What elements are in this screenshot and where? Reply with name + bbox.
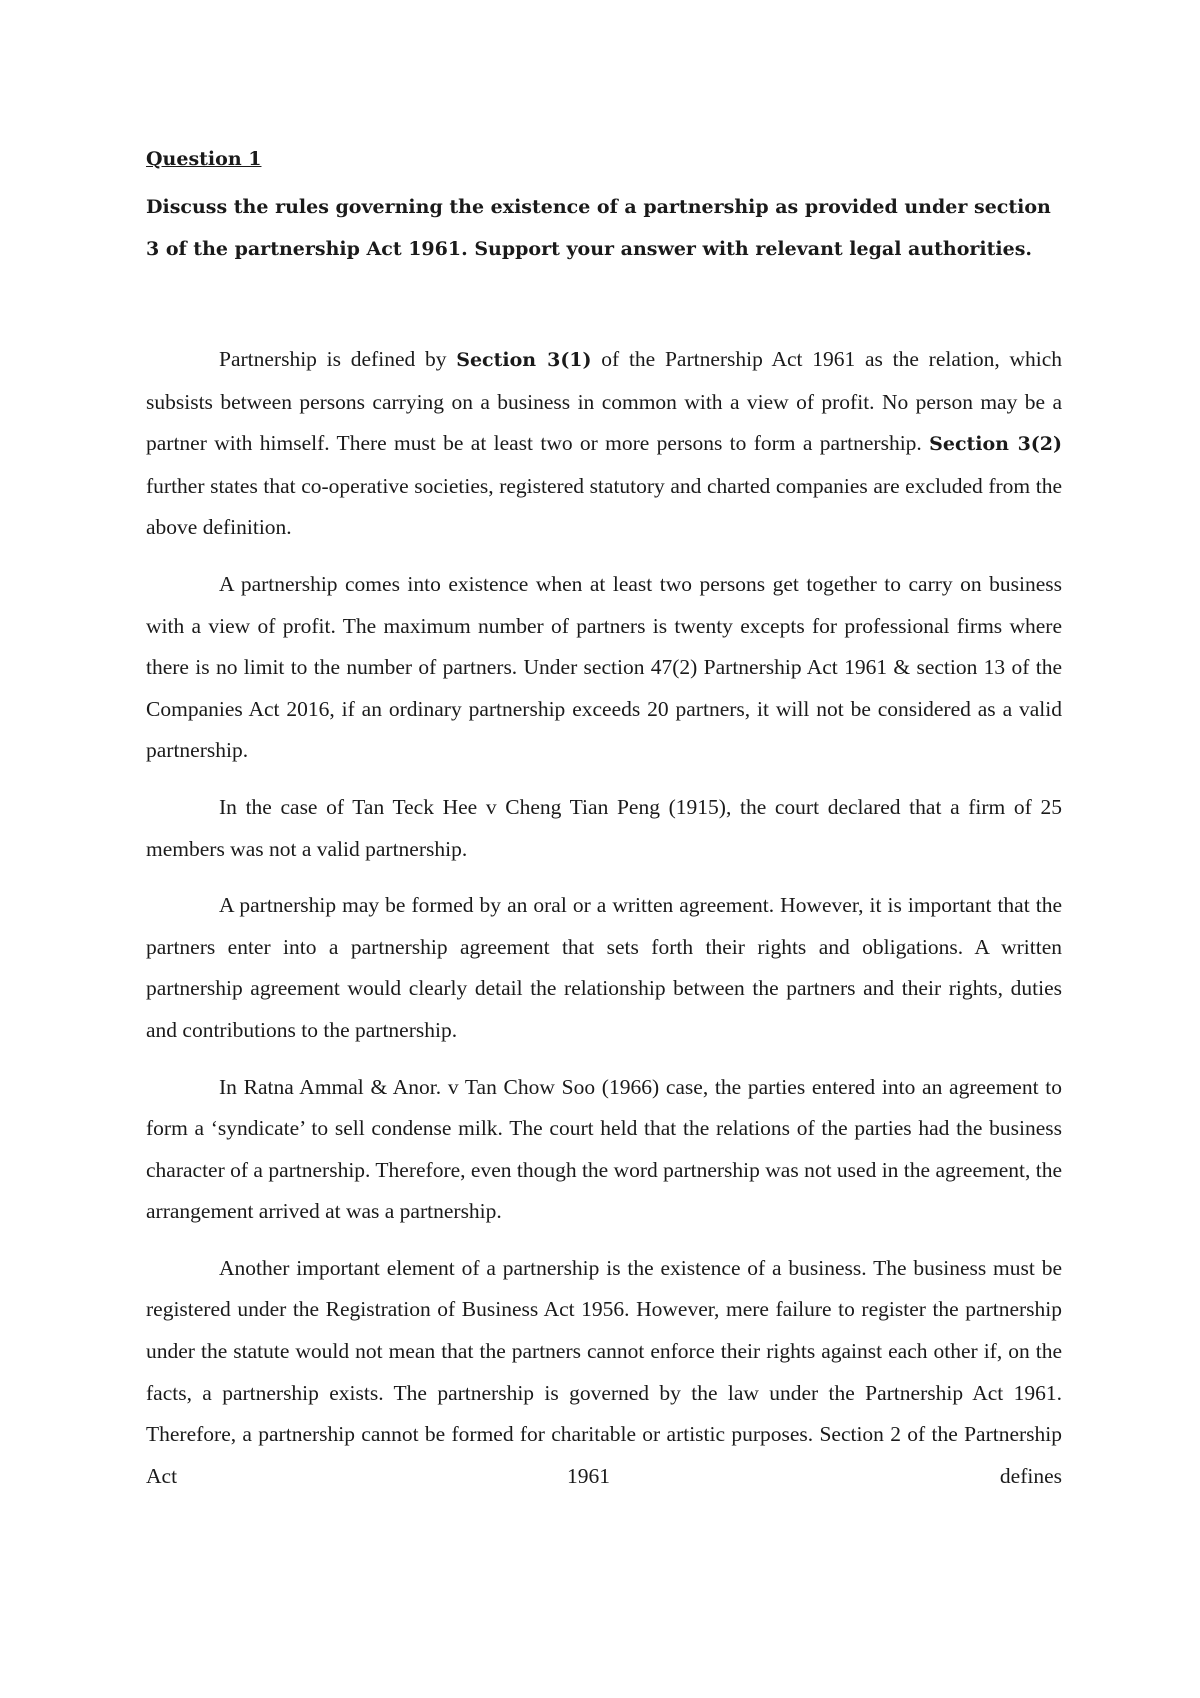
paragraph-text: further states that co-operative societies, registered statutory and charted companies are excluded from the above definition. — [146, 473, 1062, 540]
document-body — [146, 146, 1062, 1512]
paragraph-partnership-definition — [146, 339, 1062, 549]
paragraph-agreement: A partnership may be formed by an oral or a written agreement. However, it is important that the partners enter into a partnership agreement that sets forth their rights and obligations. A written partnership agreement would clearly detail the relationship between the partners and their rights, duties and contributions to the partnership. — [146, 893, 1062, 1042]
paragraph-text: of the Partnership Act 1961 as the relation, which subsists between persons carrying on a business in common with a view of profit. No person may be a partner with himself. There must be at least two or more persons to form a partnership. — [146, 347, 1062, 456]
paragraph-tan-teck-hee-case: In the case of Tan Teck Hee v Cheng Tian Peng (1915), the court declared that a firm of 25 members was not a valid partnership. — [146, 794, 1062, 861]
question-title: Question 1 — [146, 148, 262, 170]
paragraph-ratna-ammal-case: In Ratna Ammal & Anor. v Tan Chow Soo (1966) case, the parties entered into an agreement to form a ‘syndicate’ to sell condense milk. The court held that the relations of the parties had the business character of a partnership. Therefore, even though the word partnership was not used in the agreement, the arrangement arrived at was a partnership. — [146, 1074, 1062, 1224]
section-3-2-reference: Section 3(2) — [929, 433, 1062, 456]
paragraph-existence: A partnership comes into existence when at least two persons get together to carry on business with a view of profit. The maximum number of partners is twenty excepts for professional firms where there is no limit to the number of partners. Under section 47(2) Partnership Act 1961 & section 13 of the Companies Act 2016, if an ordinary partnership exceeds 20 partners, it will not be considered as a valid partnership. — [146, 571, 1062, 763]
paragraph-text: Partnership is defined by — [219, 347, 457, 371]
paragraph-business-element: Another important element of a partnership is the existence of a business. The business must be registered under the Registration of Business Act 1956. However, mere failure to register the partnership under the statute would not mean that the partners cannot enforce their rights against each other if, on the facts, a partnership exists. The partnership is governed by the law under the Partnership Act 1961. Therefore, a partnership cannot be formed for charitable or artistic purposes. Section 2 of the Partnership Act 1961 defines — [146, 1255, 1062, 1488]
section-3-1-reference: Section 3(1) — [456, 349, 592, 371]
question-prompt: Discuss the rules governing the existence of a partnership as provided under section 3 of the partnership Act 1961. Support your answer with relevant legal authorities. — [146, 196, 1051, 260]
